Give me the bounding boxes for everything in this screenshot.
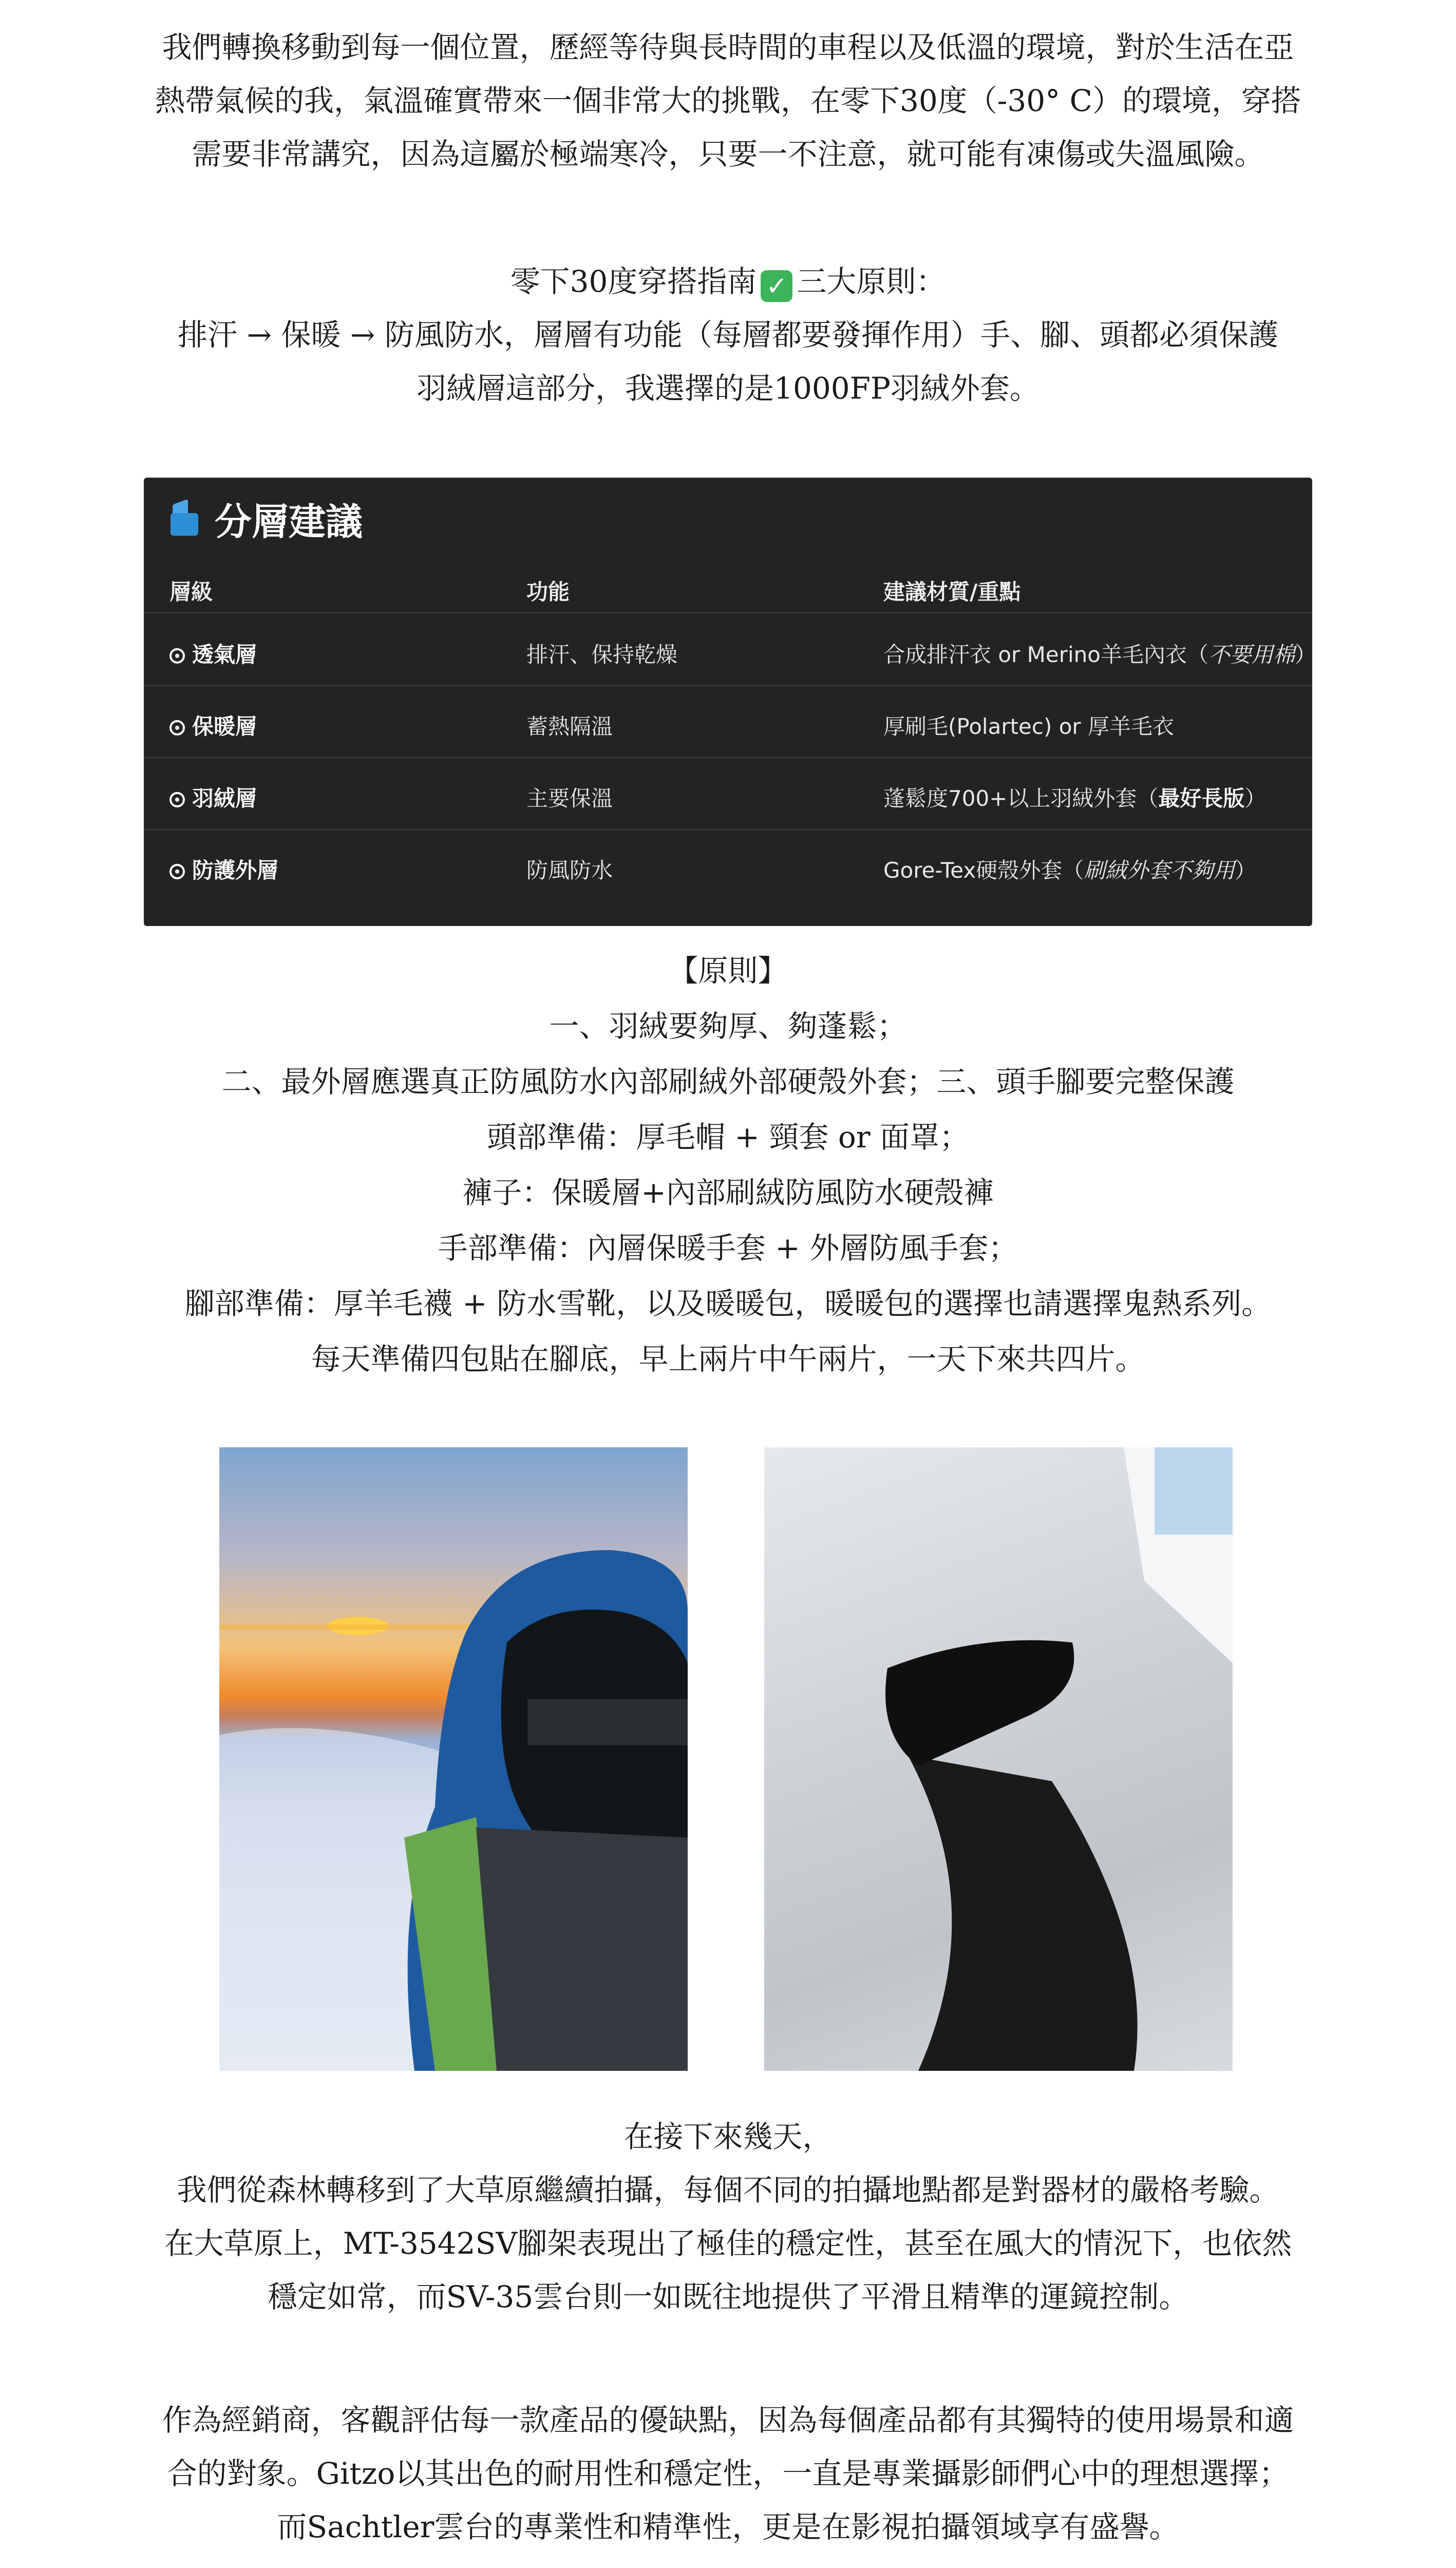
guide-principles-line: 排汗 → 保暖 → 防風防水，層層有功能（每層都要發揮作用）手、腳、頭都必須保護 — [178, 317, 1278, 352]
principle-line: 每天準備四包貼在腳底，早上兩片中午兩片，一天下來共四片。 — [311, 1342, 1145, 1376]
row-material: 厚刷毛(Polartec) or 厚羊毛衣 — [883, 714, 1175, 739]
header-layer: 層級 — [169, 579, 213, 605]
distributor-line: 而Sachtler雲台的專業性和精準性，更是在影視拍攝領域享有盛譽。 — [277, 2509, 1179, 2544]
principle-line: 腳部準備：厚羊毛襪 + 防水雪靴，以及暖暖包，暖暖包的選擇也請選擇鬼熱系列。 — [184, 1286, 1272, 1321]
target-icon — [169, 720, 185, 735]
table-row: 保暖層 蓄熱隔溫 厚刷毛(Polartec) or 厚羊毛衣 — [144, 685, 1312, 758]
grassland-line: 在接下來幾天， — [623, 2119, 833, 2154]
principle-line: 二、最外層應選真正防風防水內部刷絨外部硬殼外套；三、頭手腳要完整保護 — [221, 1064, 1235, 1099]
target-icon — [169, 648, 185, 664]
guide-down-line: 羽絨層這部分，我選擇的是1000FP羽絨外套。 — [417, 371, 1039, 406]
distributor-line: 合的對象。Gitzo以其出色的耐用性和穩定性，一直是專業攝影師們心中的理想選擇； — [167, 2456, 1289, 2491]
row-function: 蓄熱隔溫 — [526, 714, 613, 739]
layers-icon — [169, 500, 200, 538]
row-material: Gore-Tex硬殼外套（刷絨外套不夠用） — [883, 858, 1257, 883]
principle-line: 頭部準備：厚毛帽 + 頸套 or 面罩； — [487, 1120, 969, 1155]
guide-section — [118, 255, 1338, 415]
check-mark-button-icon: ✓ — [761, 270, 792, 302]
intro-paragraph — [118, 21, 1338, 181]
distributor-line: 作為經銷商，客觀評估每一款產品的優缺點，因為每個產品都有其獨特的使用場景和適 — [162, 2403, 1294, 2438]
table-row: 透氣層 排汗、保持乾燥 合成排汗衣 or Merino羊毛內衣（不要用棉） — [144, 613, 1312, 686]
table-row: 防護外層 防風防水 Gore-Tex硬殼外套（刷絨外套不夠用） — [144, 829, 1312, 901]
layer-table-card — [144, 478, 1317, 926]
intro-line: 熱帶氣候的我，氣溫確實帶來一個非常大的挑戰，在零下30度（-30° C）的環境，穿搭 — [155, 83, 1301, 118]
principle-line: 手部準備：內層保暖手套 + 外層防風手套； — [438, 1231, 1018, 1266]
row-function: 主要保溫 — [526, 786, 613, 811]
principle-line: 一、羽絨要夠厚、夠蓬鬆； — [549, 1009, 907, 1044]
row-function: 排汗、保持乾燥 — [526, 642, 678, 667]
principles-heading: 【原則】 — [668, 953, 788, 988]
grassland-line: 在大草原上，MT-3542SV腳架表現出了極佳的穩定性，甚至在風大的情況下，也依然 — [164, 2226, 1292, 2261]
layer-table-title: 分層建議 — [169, 493, 363, 544]
winter-boots-photo — [764, 1447, 1233, 2071]
row-material: 蓬鬆度700+以上羽絨外套（最好長版） — [883, 786, 1266, 811]
row-material: 合成排汗衣 or Merino羊毛內衣（不要用棉） — [883, 642, 1317, 667]
intro-line: 我們轉換移動到每一個位置，歷經等待與長時間的車程以及低溫的環境，對於生活在亞 — [162, 30, 1294, 65]
principles-section — [118, 943, 1338, 1387]
target-icon — [169, 864, 185, 879]
header-material: 建議材質/重點 — [883, 579, 1021, 605]
layer-table-header — [144, 561, 1312, 613]
table-row: 羽絨層 主要保溫 蓬鬆度700+以上羽絨外套（最好長版） — [144, 757, 1312, 830]
grassland-line: 穩定如常，而SV-35雲台則一如既往地提供了平滑且精準的運鏡控制。 — [267, 2279, 1189, 2314]
target-icon — [169, 792, 185, 807]
row-function: 防風防水 — [526, 858, 613, 883]
guide-title: 零下30度穿搭指南 ✓ 三大原則： — [510, 264, 946, 301]
grassland-line: 我們從森林轉移到了大草原繼續拍攝，每個不同的拍攝地點都是對器材的嚴格考驗。 — [177, 2173, 1279, 2207]
intro-line: 需要非常講究，因為這屬於極端寒冷，只要一不注意，就可能有凍傷或失溫風險。 — [192, 137, 1264, 172]
header-function: 功能 — [526, 579, 570, 605]
principle-line: 褲子：保暖層+內部刷絨防風防水硬殼褲 — [462, 1175, 994, 1210]
selfie-sunrise-photo — [219, 1447, 688, 2071]
grassland-paragraph — [118, 2110, 1338, 2324]
distributor-paragraph — [118, 2393, 1338, 2554]
